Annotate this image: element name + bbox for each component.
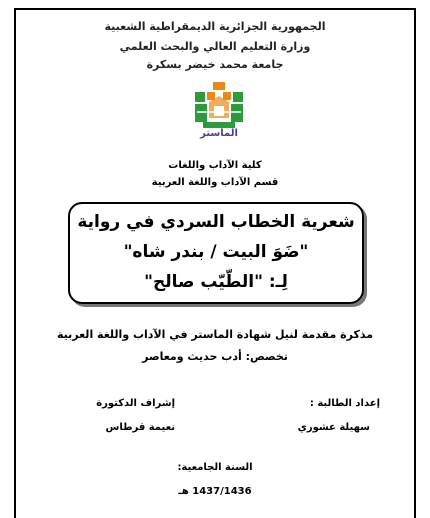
supervisor-label: إشراف الدكتورة bbox=[96, 398, 175, 409]
student-label: إعداد الطالبة : bbox=[309, 398, 380, 409]
academic-year-value: 1437/1436 هـ bbox=[178, 486, 252, 497]
title-line-2: "ضَوَ البيت / بندر شاه" bbox=[123, 242, 309, 262]
header-ministry: وزارة التعليم العالي والبحث العلمي bbox=[119, 40, 311, 53]
department-name: قسم الآداب واللغة العربية bbox=[151, 177, 279, 188]
faculty-name: كلية الآداب واللغات bbox=[168, 160, 262, 171]
title-line-1: شعرية الخطاب السردي في رواية bbox=[77, 212, 355, 232]
memo-specialty: تخصص: أدب حديث ومعاصر bbox=[142, 350, 288, 363]
academic-year-label: السنة الجامعية: bbox=[177, 462, 253, 473]
memo-description: مذكرة مقدمة لنيل شهادة الماستر في الآداب واللغة العربية bbox=[56, 328, 374, 341]
supervisor-name: نعيمة قرطاس bbox=[105, 422, 175, 433]
title-box bbox=[68, 202, 364, 304]
header-university: جامعة محمد خيضر بسكرة bbox=[146, 58, 284, 71]
logo-label: الماستر bbox=[200, 128, 238, 139]
student-name: سهيلة عشوري bbox=[297, 422, 370, 433]
header-republic: الجمهورية الجزائرية الديمقراطية الشعبية bbox=[104, 20, 326, 33]
university-logo bbox=[193, 82, 245, 142]
title-line-3: لِـ: "الطّيّب صالح" bbox=[144, 272, 288, 292]
logo-emblem-icon bbox=[193, 82, 245, 130]
